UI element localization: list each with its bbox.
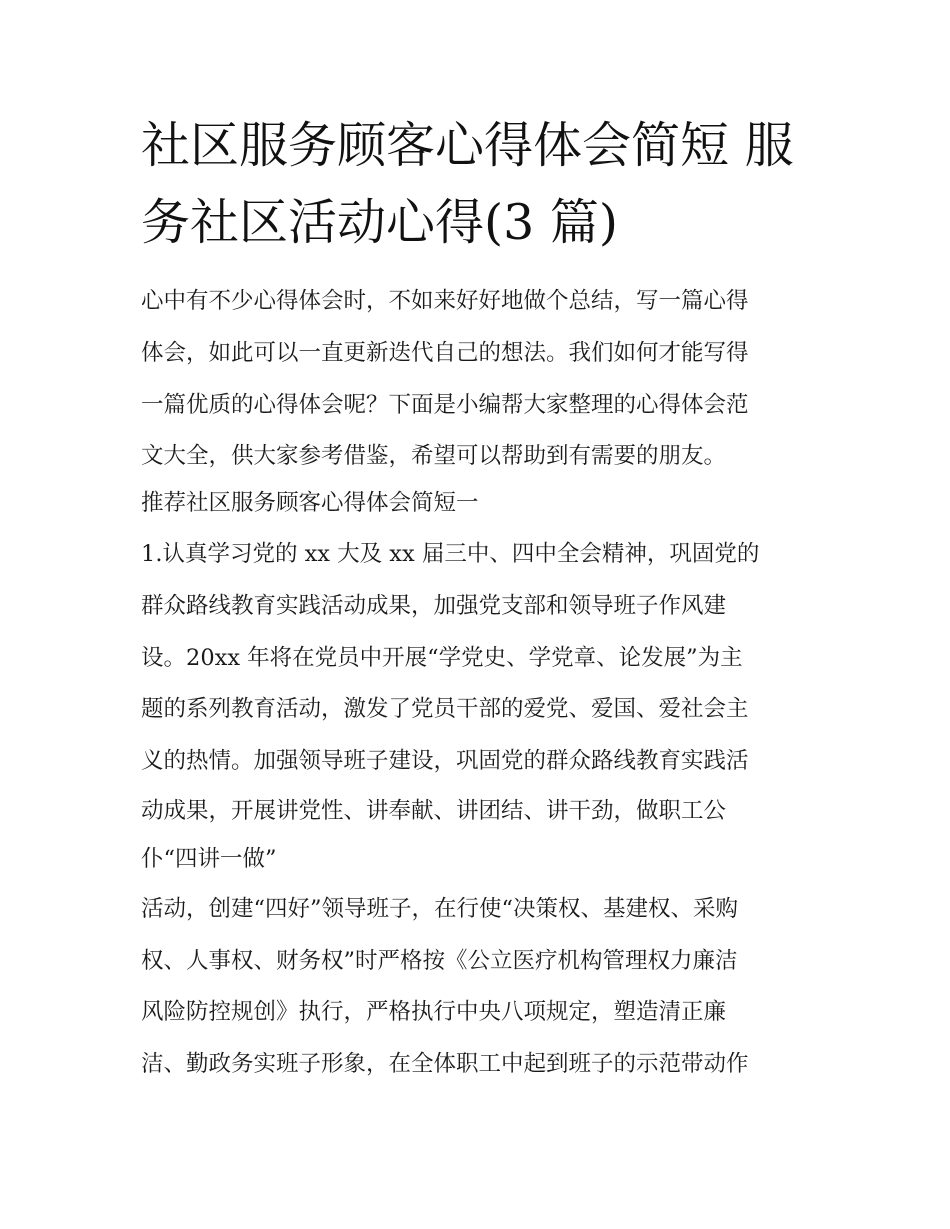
body-line: 群众路线教育实践活动成果，加强党支部和领导班子作风建 xyxy=(141,593,727,619)
body-line: 题的系列教育活动，激发了党员干部的爱党、爱国、爱社会主 xyxy=(141,696,749,722)
body-line: 仆“四讲一做” xyxy=(141,846,277,872)
section-heading: 推荐社区服务顾客心得体会简短一 xyxy=(141,490,479,516)
body-line: 洁、勤政务实班子形象，在全体职工中起到班子的示范带动作 xyxy=(141,1051,749,1077)
document-title-line-1: 社区服务顾客心得体会简短 服 xyxy=(141,117,794,174)
body-line: 动成果，开展讲党性、讲奉献、讲团结、讲干劲，做职工公 xyxy=(141,798,727,824)
document-title-line-2: 务社区活动心得(3 篇) xyxy=(141,194,618,251)
body-line: 风险防控规创》执行，严格执行中央八项规定，塑造清正廉 xyxy=(141,999,727,1025)
body-line: 义的热情。加强领导班子建设，巩固党的群众路线教育实践活 xyxy=(141,748,749,774)
body-line: 心中有不少心得体会时，不如来好好地做个总结，写一篇心得 xyxy=(141,288,749,314)
body-line: 体会，如此可以一直更新迭代自己的想法。我们如何才能写得 xyxy=(141,340,749,366)
body-line: 设。20xx 年将在党员中开展“学党史、学党章、论发展”为主 xyxy=(141,645,743,671)
body-line: 文大全，供大家参考借鉴，希望可以帮助到有需要的朋友。 xyxy=(141,443,727,469)
body-line: 活动，创建“四好”领导班子，在行使“决策权、基建权、采购 xyxy=(141,896,739,922)
body-line: 1.认真学习党的 xx 大及 xx 届三中、四中全会精神，巩固党的 xyxy=(141,541,760,567)
body-line: 一篇优质的心得体会呢？下面是小编帮大家整理的心得体会范 xyxy=(141,392,749,418)
body-line: 权、人事权、财务权”时严格按《公立医疗机构管理权力廉洁 xyxy=(141,948,738,974)
